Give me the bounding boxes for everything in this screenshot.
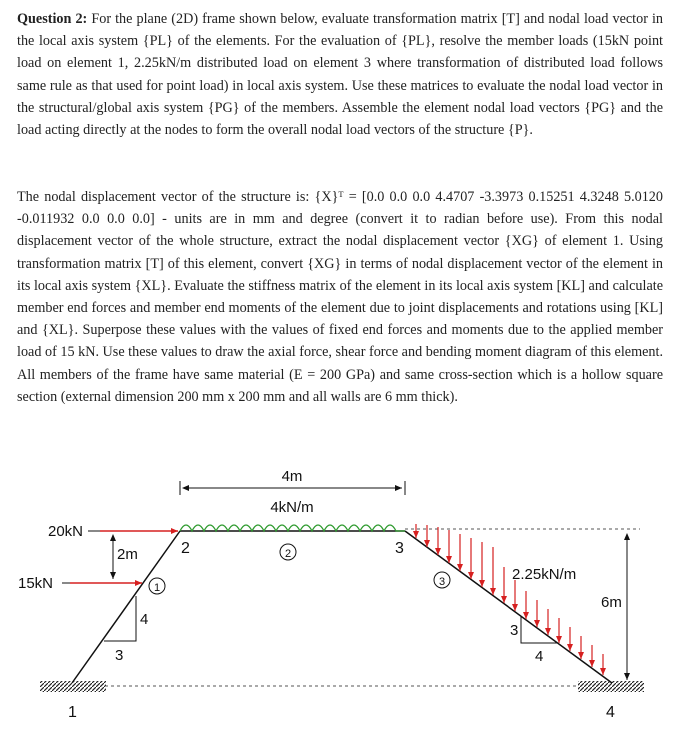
node-2-label: 2 [181, 540, 190, 557]
dim-2m-label: 2m [117, 546, 138, 563]
node-1-label: 1 [68, 704, 77, 721]
node-3-label: 3 [395, 540, 404, 557]
element-3-member [405, 531, 612, 683]
udl-incline-label: 2.25kN/m [512, 566, 577, 583]
slope3-rise-label: 3 [510, 622, 519, 639]
question-paragraph-1 [17, 8, 663, 141]
question-paragraph-2: The nodal displacement vector of the structure is: {X}ᵀ = [0.0 0.0 0.0 4.4707 -3.3973 0.15251 4.3248 5.0120 -0.011932 0.0 0.0 0.0] - units are in mm and degree (convert it to radian before use). From this nodal displacement vector of the whole structure, extract the nodal displacement vector {XG} of element 1. Using transformation matrix [T] of this element, convert {XG} in terms of nodal displacement vector of the element in its local axis system {XL}. Evaluate the stiffness matrix of the element in its local axis system [KL] and calculate member end forces and member end moments of the element due to joint displacements and rotations using [KL] and {XL}. Superpose these values with the values of fixed end forces and moments due to the applied member load of 15 kN. Use these values to draw the axial force, shear force and bending moment diagram of this element. All members of the frame have same material (E = 200 GPa) and same cross-section which is a hollow square section (external dimension 200 mm x 200 mm and all walls are 6 mm thick). [17, 189, 663, 405]
slope3-run-label: 4 [535, 648, 544, 665]
load-20kn-label: 20kN [48, 523, 84, 540]
udl-coil-element-2 [180, 525, 405, 531]
udl-arrows-element-3 [416, 524, 603, 675]
node-4-label: 4 [606, 704, 615, 721]
slope-triangle-element-1 [104, 596, 136, 641]
slope1-run-label: 3 [115, 647, 124, 664]
height-label: 6m [601, 594, 622, 611]
element-1-label: 1 [153, 582, 161, 594]
question-heading: Question 2: [17, 11, 88, 27]
udl-top-label: 4kN/m [270, 499, 314, 516]
load-15kn-label: 15kN [18, 575, 54, 592]
slope1-rise-label: 4 [140, 611, 149, 628]
frame-diagram [0, 455, 682, 742]
span-label: 4m [281, 468, 303, 485]
element-3-label: 3 [438, 576, 446, 588]
question-text-1: For the plane (2D) frame shown below, evaluate transformation matrix [T] and nodal load vector in the local axis system {PL} of the elements. For the evaluation of {PL}, resolve the member loads (15kN point load on element 1, 2.25kN/m distributed load on element 3 where transformation of distributed load follows same rule as that used for point load) in local axis system. Use these matrices to evaluate the nodal load vector in the structural/global axis system {PG} of the members. Assemble the element nodal load vectors {PG} and the load acting directly at the nodes to form the overall nodal load vectors of the structure {P}. [17, 11, 664, 139]
element-2-label: 2 [284, 548, 292, 560]
